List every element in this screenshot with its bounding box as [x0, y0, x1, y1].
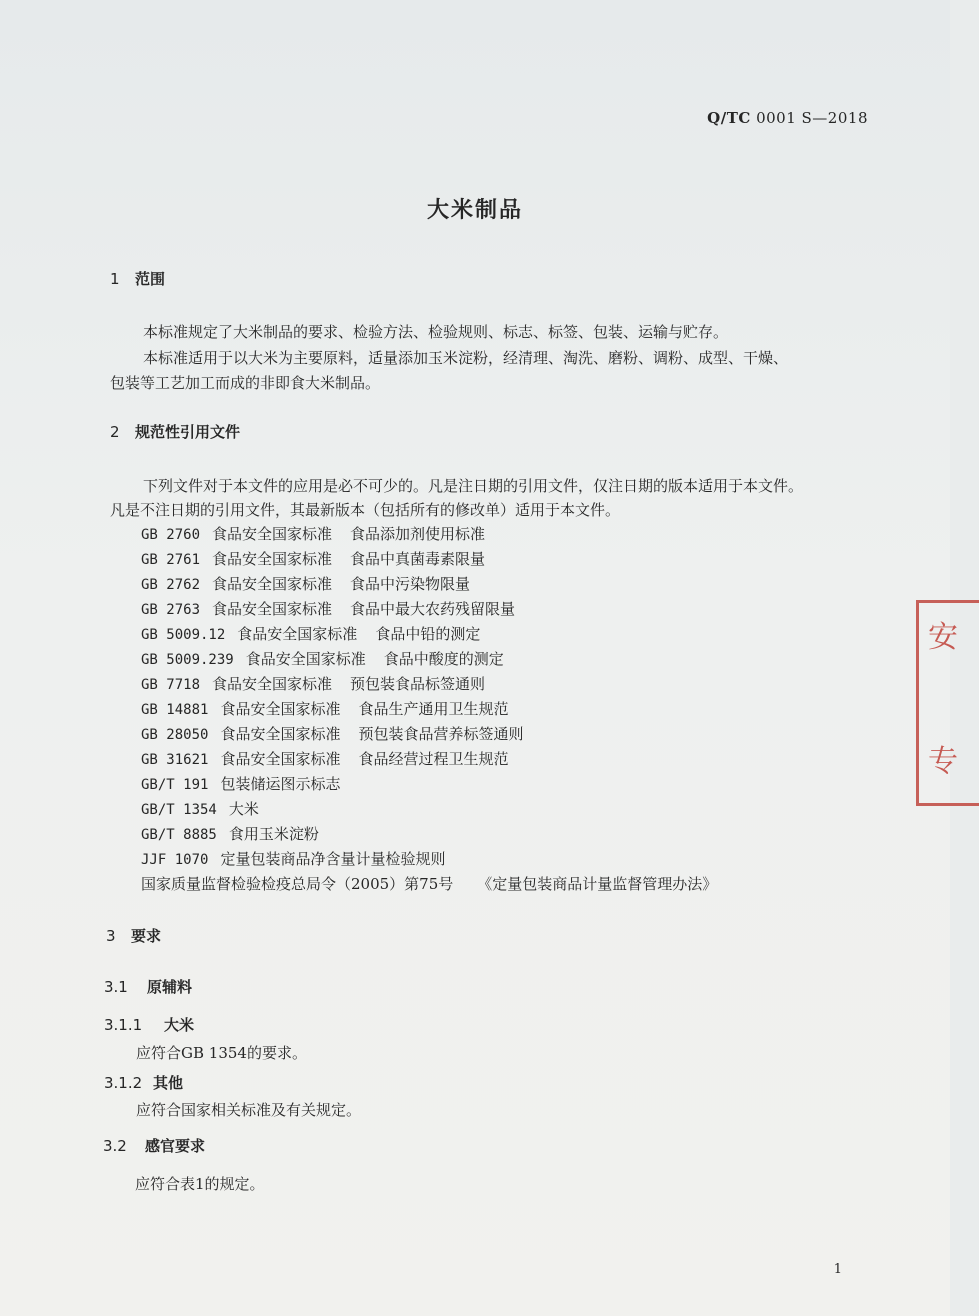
reference-title: 包装储运图示标志 — [220, 775, 341, 793]
reference-item — [141, 822, 717, 847]
section-2-paragraph-line-2: 凡是不注日期的引用文件，其最新版本（包括所有的修改单）适用于本文件。 — [110, 501, 621, 519]
decree-title: 《定量包装商品计量监督管理办法》 — [477, 875, 718, 893]
reference-code: GB 2760 — [141, 527, 201, 543]
section-title: 感官要求 — [145, 1137, 206, 1155]
section-title: 原辅料 — [147, 978, 193, 996]
reference-subtitle: 食品中酸度的测定 — [383, 650, 504, 668]
reference-subtitle: 食品中铅的测定 — [375, 625, 481, 643]
reference-title: 大米 — [228, 800, 259, 818]
section-1-heading — [110, 268, 165, 289]
section-3-1-2-text: 应符合国家相关标准及有关规定。 — [136, 1101, 362, 1119]
section-title: 要求 — [131, 927, 162, 945]
reference-code: GB 2761 — [141, 552, 201, 568]
seal-character: 安 — [928, 620, 958, 655]
reference-subtitle: 食品中最大农药残留限量 — [350, 600, 516, 618]
reference-item — [141, 647, 717, 672]
reference-code: GB 31621 — [141, 752, 209, 768]
reference-item — [141, 697, 717, 722]
reference-code: GB 7718 — [141, 677, 201, 693]
reference-item — [141, 597, 717, 622]
reference-subtitle: 食品生产通用卫生规范 — [358, 700, 509, 718]
reference-item — [141, 847, 717, 872]
reference-item — [141, 547, 717, 572]
section-1-paragraph-1: 本标准规定了大米制品的要求、检验方法、检验规则、标志、标签、包装、运输与贮存。 — [143, 323, 729, 341]
reference-item — [141, 772, 717, 797]
section-number: 3.2 — [103, 1137, 127, 1155]
section-3-2-text: 应符合表1的规定。 — [135, 1175, 265, 1193]
reference-item — [141, 572, 717, 597]
reference-code: GB/T 191 — [141, 777, 209, 793]
reference-title: 食品安全国家标准 — [245, 650, 366, 668]
reference-title: 食用玉米淀粉 — [228, 825, 319, 843]
reference-code: GB/T 8885 — [141, 827, 217, 843]
reference-subtitle: 预包装食品标签通则 — [350, 675, 486, 693]
section-3-heading — [106, 925, 161, 946]
section-title: 规范性引用文件 — [135, 423, 241, 441]
section-3-2-heading — [103, 1135, 205, 1156]
reference-item — [141, 747, 717, 772]
document-title: 大米制品 — [426, 198, 523, 223]
reference-title: 食品安全国家标准 — [237, 625, 358, 643]
section-3-1-2-heading — [104, 1072, 183, 1093]
section-title: 其他 — [153, 1074, 184, 1092]
reference-item — [141, 622, 717, 647]
section-1-paragraph-2-line-2: 包装等工艺加工而成的非即食大米制品。 — [110, 374, 381, 392]
reference-subtitle: 食品中真菌毒素限量 — [350, 550, 486, 568]
reference-code: GB 28050 — [141, 727, 209, 743]
reference-title: 食品安全国家标准 — [220, 750, 341, 768]
reference-subtitle: 食品经营过程卫生规范 — [358, 750, 509, 768]
section-3-1-1-text: 应符合GB 1354的要求。 — [136, 1044, 307, 1062]
reference-subtitle: 食品添加剂使用标准 — [350, 525, 486, 543]
reference-item — [141, 797, 717, 822]
reference-subtitle: 预包装食品营养标签通则 — [358, 725, 524, 743]
section-3-1-heading — [104, 976, 192, 997]
standard-code-prefix: Q/TC — [707, 109, 751, 127]
section-number: 3.1 — [104, 978, 128, 996]
reference-code: GB 14881 — [141, 702, 209, 718]
reference-title: 食品安全国家标准 — [220, 700, 341, 718]
reference-item — [141, 522, 717, 547]
reference-code: GB/T 1354 — [141, 802, 217, 818]
reference-title: 食品安全国家标准 — [220, 725, 341, 743]
reference-item — [141, 672, 717, 697]
section-number: 3 — [106, 927, 116, 945]
section-number: 3.1.2 — [104, 1074, 143, 1092]
standard-code-number: 0001 S—2018 — [756, 109, 868, 127]
section-2-paragraph-line-1: 下列文件对于本文件的应用是必不可少的。凡是注日期的引用文件，仅注日期的版本适用于本文件。 — [143, 477, 804, 495]
section-1-paragraph-2-line-1: 本标准适用于以大米为主要原料，适量添加玉米淀粉，经清理、淘洗、磨粉、调粉、成型、干燥、 — [143, 349, 789, 367]
reference-code: GB 2763 — [141, 602, 201, 618]
seal-character: 专 — [928, 744, 958, 779]
reference-title: 定量包装商品净含量计量检验规则 — [220, 850, 446, 868]
reference-title: 食品安全国家标准 — [212, 575, 333, 593]
section-3-1-1-heading — [104, 1014, 194, 1035]
reference-title: 食品安全国家标准 — [212, 525, 333, 543]
reference-title: 食品安全国家标准 — [212, 600, 333, 618]
reference-code: GB 2762 — [141, 577, 201, 593]
reference-title: 食品安全国家标准 — [212, 550, 333, 568]
reference-item-decree — [141, 872, 717, 897]
reference-code: GB 5009.239 — [141, 652, 234, 668]
section-title: 范围 — [135, 270, 166, 288]
section-number: 2 — [110, 423, 120, 441]
page-number: 1 — [833, 1262, 842, 1277]
standard-code — [707, 109, 868, 127]
section-number: 1 — [110, 270, 120, 288]
reference-title: 食品安全国家标准 — [212, 675, 333, 693]
section-title: 大米 — [164, 1016, 195, 1034]
reference-list — [141, 522, 717, 897]
section-number: 3.1.1 — [104, 1016, 143, 1034]
reference-subtitle: 食品中污染物限量 — [350, 575, 471, 593]
section-2-heading — [110, 421, 240, 442]
reference-item — [141, 722, 717, 747]
decree-number: 国家质量监督检验检疫总局令（2005）第75号 — [141, 875, 454, 893]
reference-code: JJF 1070 — [141, 852, 209, 868]
reference-code: GB 5009.12 — [141, 627, 226, 643]
